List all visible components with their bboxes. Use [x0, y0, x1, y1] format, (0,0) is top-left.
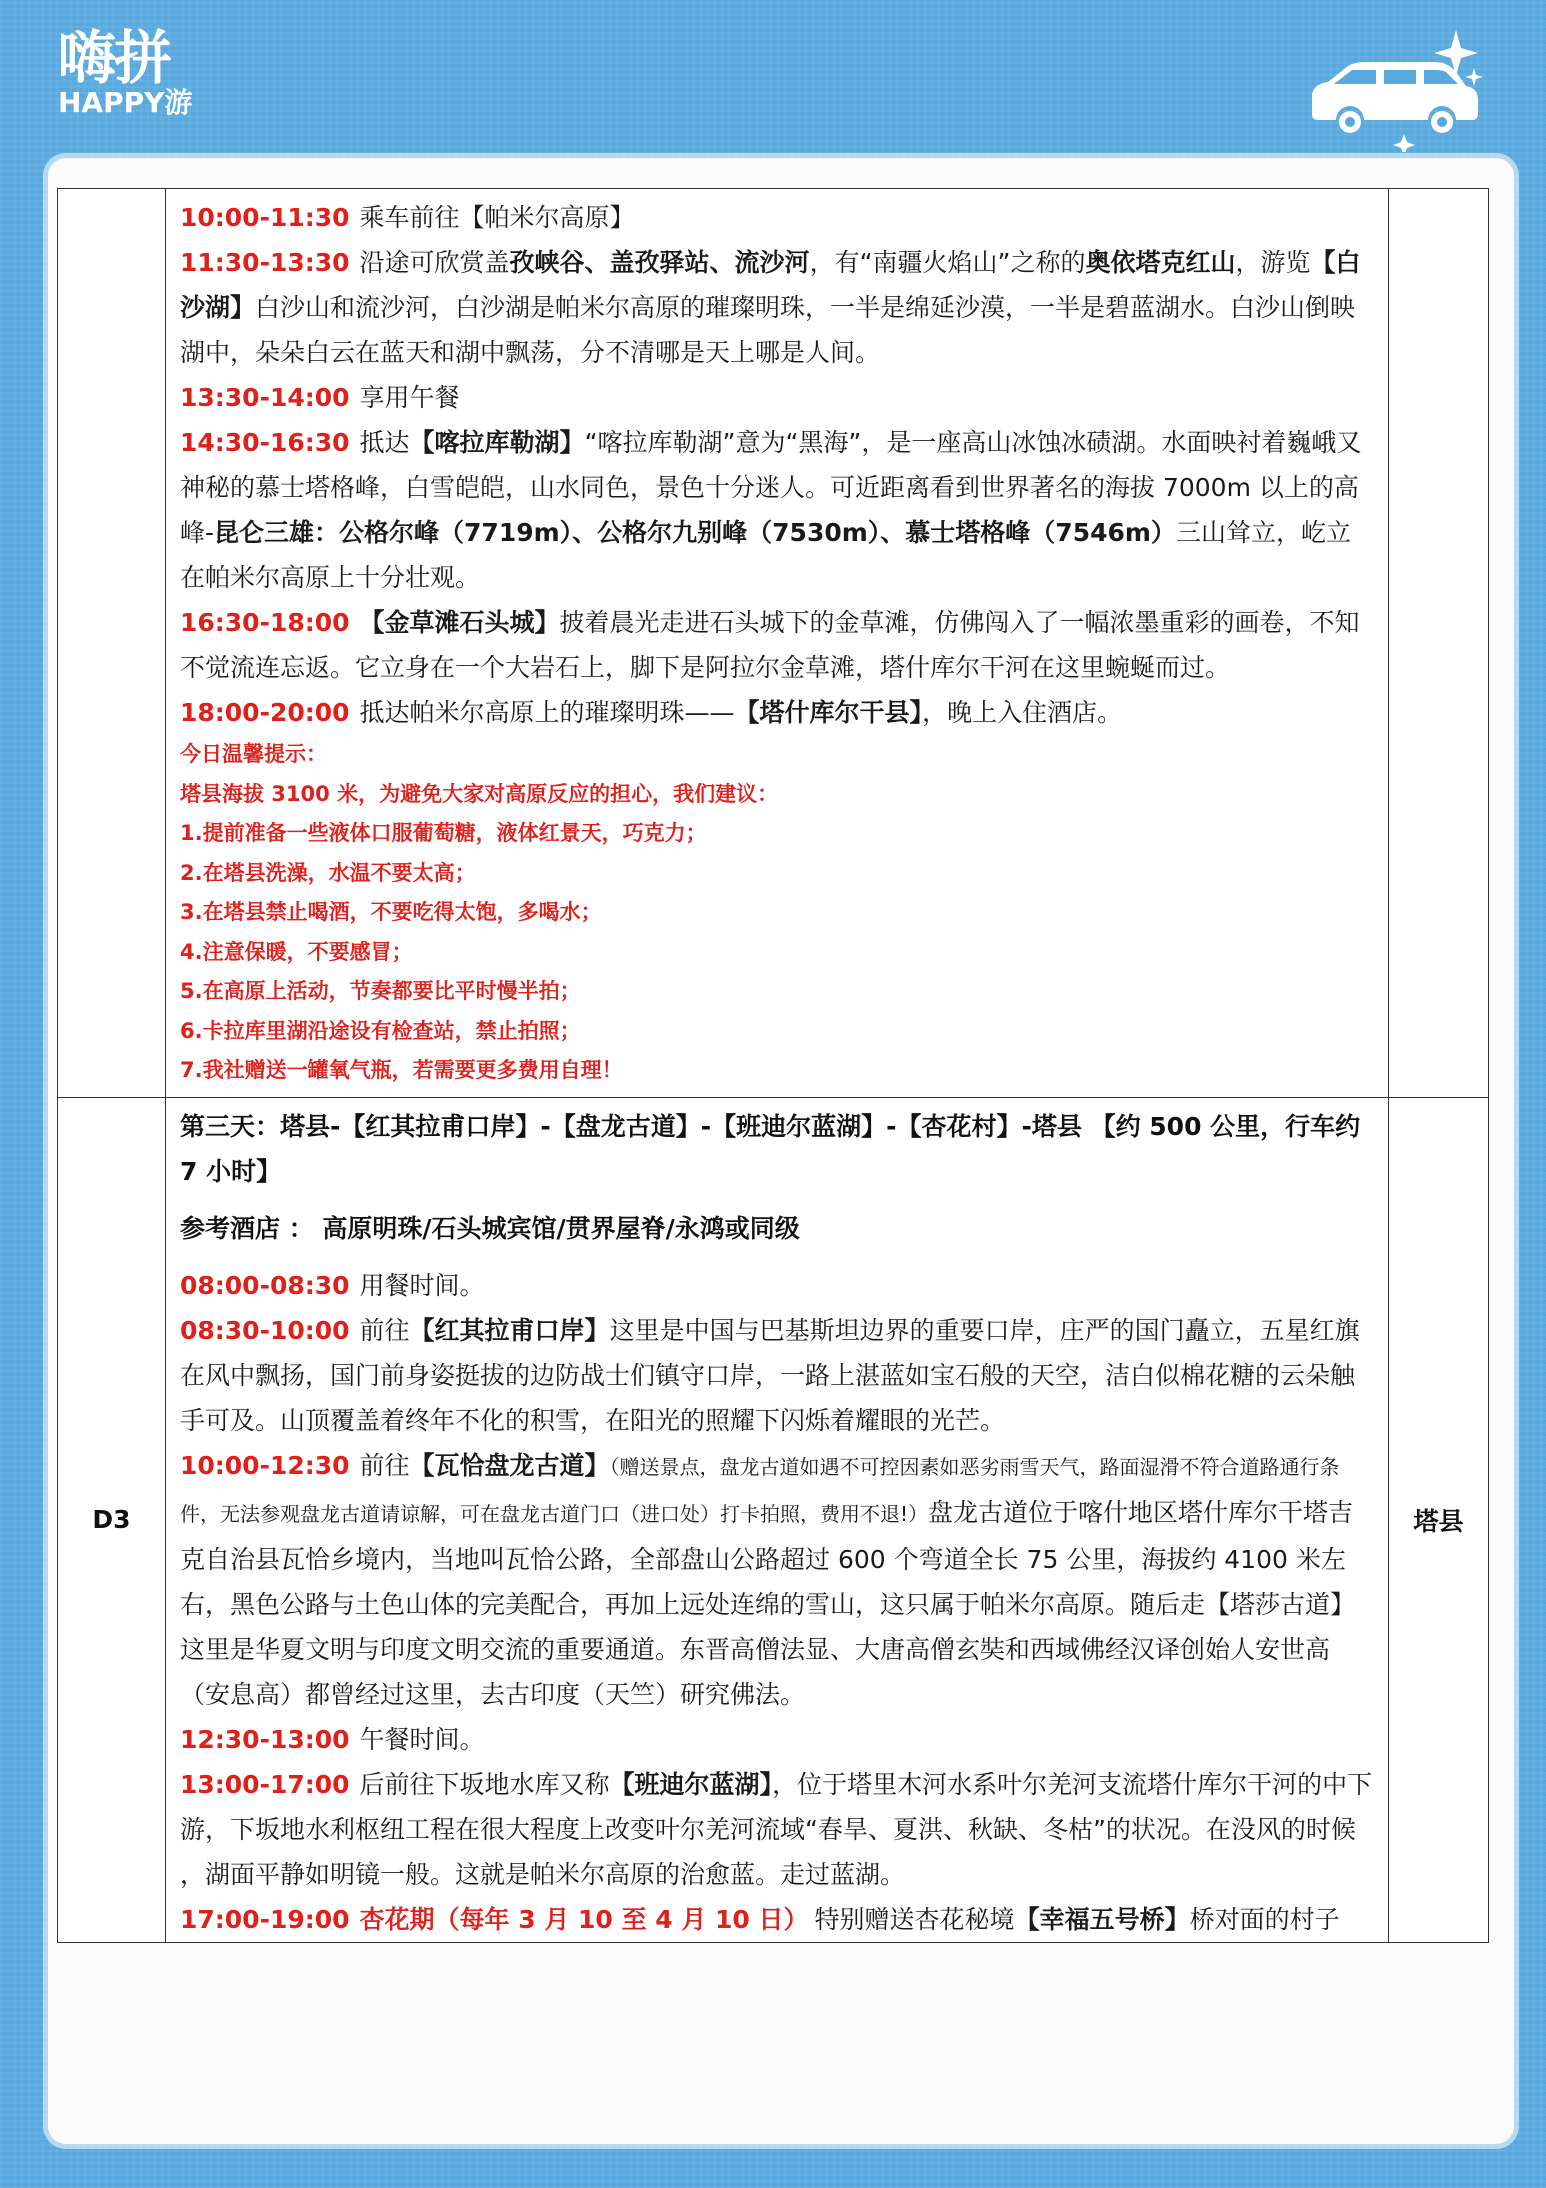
- highlight-text: 【金草滩石头城】: [359, 608, 560, 637]
- highlight-text: 【白沙湖】: [180, 248, 1361, 322]
- highlight-text: 昆仑三雄：公格尔峰（7719m）、公格尔九别峰（7530m）、慕士塔格峰（7546m）: [214, 518, 1176, 547]
- itinerary-table: [57, 188, 1489, 1943]
- d2-tips: [180, 735, 1374, 1091]
- schedule-item: [180, 1897, 1374, 1942]
- schedule-item: [180, 1263, 1374, 1308]
- highlight-text: 【塔什库尔干县】: [734, 698, 923, 727]
- description-text: ，位于塔里木河水系叶尔羌河支流塔什库尔干河的中下游，下坂地水利枢纽工程在很大程度上改变叶尔羌河流域“春旱、夏洪、秋缺、冬枯”的状况。在没风的时候 ，湖面平静如明镜一般。这就是帕米尔高原的治愈蓝。走过蓝湖。: [180, 1769, 1373, 1889]
- schedule-item: [180, 375, 1374, 420]
- d3-schedule-cell: [166, 1097, 1389, 1942]
- description-text: 抵达帕米尔高原上的璀璨明珠——: [359, 698, 735, 727]
- description-text: 盘龙古道位于喀什地区塔什库尔干塔吉克自治县瓦恰乡境内，当地叫瓦恰公路，全部盘山公路超过 600 个弯道全长 75 公里，海拔约 4100 米左右，黑色公路与土色山体的完美配合，再加上远处连绵的雪山，这只属于帕米尔高原。随后走【塔莎古道】这里是华夏文明与印度文明交流的重要通道。东晋高僧法显、大唐高僧玄奘和西域佛经汉译创始人安世高（安息高）都曾经过这里，去古印度（天竺）研究佛法。: [180, 1497, 1356, 1709]
- time-label: 08:00-08:30: [180, 1270, 350, 1300]
- tip-line: 5.在高原上活动，节奏都要比平时慢半拍；: [180, 979, 581, 1003]
- stay-cell-empty: [1389, 189, 1489, 1098]
- description-text: ，游览: [1235, 248, 1311, 277]
- schedule-item: [180, 1443, 1374, 1717]
- description-text: 白沙山和流沙河，白沙湖是帕米尔高原的璀璨明珠，一半是绵延沙漠，一半是碧蓝湖水。白沙山倒映湖中，朵朵白云在蓝天和湖中飘荡，分不清哪是天上哪是人间。: [180, 293, 1356, 367]
- description-text: 三山耸立，屹立在帕米尔高原上十分壮观。: [180, 518, 1351, 592]
- stay-label: 塔县: [1389, 1097, 1489, 1942]
- logo-english: HAPPY游: [58, 86, 193, 119]
- time-label: 18:00-20:00: [180, 698, 350, 727]
- description-text: 抵达: [359, 428, 410, 457]
- description-text: 乘车前往【帕米尔高原】: [359, 203, 635, 232]
- highlight-text: 【瓦恰盘龙古道】: [409, 1450, 610, 1480]
- schedule-item: [180, 1308, 1374, 1443]
- notice-text: （赠送景点，盘龙古道如遇不可控因素如恶劣雨雪天气，路面湿滑不符合道路通行条件，无法参观盘龙古道请谅解，可在盘龙古道门口（进口处）打卡拍照，费用不退!）: [180, 1454, 1340, 1526]
- time-label: 16:30-18:00: [180, 608, 350, 637]
- season-note: 杏花期（每年 3 月 10 至 4 月 10 日）: [359, 1904, 809, 1934]
- description-text: 享用午餐: [359, 383, 460, 412]
- logo: [58, 26, 192, 118]
- logo-chinese: 嗨拼: [58, 24, 171, 92]
- tip-line: 6.卡拉库里湖沿途设有检查站，禁止拍照；: [180, 1018, 581, 1043]
- tip-line: 2.在塔县洗澡，水温不要太高；: [180, 860, 476, 885]
- time-label: 17:00-19:00: [180, 1904, 350, 1934]
- time-label: 13:00-17:00: [180, 1769, 350, 1799]
- time-label: 13:30-14:00: [180, 383, 350, 412]
- time-label: 10:00-12:30: [180, 1450, 350, 1480]
- time-label: 11:30-13:30: [180, 248, 350, 277]
- d3-timeline: [180, 1263, 1374, 1942]
- description-text: ，有“南疆火焰山”之称的: [809, 248, 1086, 277]
- description-text: 沿途可欣赏盖: [359, 248, 510, 277]
- highlight-text: 【幸福五号桥】: [1014, 1904, 1190, 1934]
- schedule-item: [180, 1762, 1374, 1897]
- d2-schedule-cell: [166, 189, 1389, 1098]
- highlight-text: 奥依塔克红山: [1085, 248, 1236, 277]
- table-row-d3: [58, 1097, 1489, 1942]
- schedule-item: [180, 690, 1374, 735]
- schedule-item: [180, 240, 1374, 375]
- tip-line: 3.在塔县禁止喝酒，不要吃得太饱，多喝水；: [180, 900, 602, 924]
- highlight-text: 【班迪尔蓝湖】: [609, 1769, 773, 1799]
- d2-timeline: [180, 195, 1374, 735]
- description-text: 前往: [359, 1315, 410, 1345]
- day-cell-empty: [58, 189, 166, 1098]
- time-label: 08:30-10:00: [180, 1315, 350, 1345]
- table-row-d2: [58, 189, 1489, 1098]
- highlight-text: 【红其拉甫口岸】: [409, 1315, 610, 1345]
- tip-line: 4.注意保暖，不要感冒；: [180, 939, 413, 964]
- description-text: 桥对面的村子: [1189, 1904, 1340, 1934]
- tip-line: 塔县海拔 3100 米，为避免大家对高原反应的担心，我们建议：: [180, 781, 779, 806]
- time-label: 12:30-13:00: [180, 1724, 350, 1754]
- description-text: 这里是中国与巴基斯坦边界的重要口岸，庄严的国门矗立，五星红旗在风中飘扬，国门前身姿挺拔的边防战士们镇守口岸，一路上湛蓝如宝石般的天空，洁白似棉花糖的云朵触手可及。山顶覆盖着终年不化的积雪，在阳光的照耀下闪烁着耀眼的光芒。: [180, 1315, 1360, 1435]
- day-heading: 第三天：塔县-【红其拉甫口岸】-【盘龙古道】-【班迪尔蓝湖】-【杏花村】-塔县 【约 500 公里，行车约 7 小时】: [180, 1111, 1361, 1186]
- hotel-line: 参考酒店 ： 高原明珠/石头城宾馆/贯界屋脊/永鸿或同级: [180, 1213, 800, 1243]
- description-text: 后前往下坂地水库又称: [359, 1769, 610, 1799]
- time-label: 10:00-11:30: [180, 203, 350, 232]
- description-text: 前往: [359, 1450, 410, 1480]
- description-text: 披着晨光走进石头城下的金草滩，仿佛闯入了一幅浓墨重彩的画卷，不知不觉流连忘返。它立身在一个大岩石上，脚下是阿拉尔金草滩，塔什库尔干河在这里蜿蜒而过。: [180, 608, 1360, 682]
- description-text: 用餐时间。: [359, 1270, 485, 1300]
- schedule-item: [180, 420, 1374, 600]
- tip-line: 今日温馨提示：: [180, 742, 327, 766]
- description-text: “喀拉库勒湖”意为“黑海”，是一座高山冰蚀冰碛湖。水面映衬着巍峨又神秘的慕士塔格峰，白雪皑皑，山水同色，景色十分迷人。可近距离看到世界著名的海拔 7000m 以上的高峰-: [180, 428, 1362, 547]
- description-text: ，晚上入住酒店。: [922, 698, 1123, 727]
- description-text: 特别赠送杏花秘境: [814, 1904, 1015, 1934]
- tip-line: 1.提前准备一些液体口服葡萄糖，液体红景天，巧克力；: [180, 821, 707, 845]
- tip-line: 7.我社赠送一罐氧气瓶，若需要更多费用自理！: [180, 1058, 623, 1082]
- schedule-item: [180, 1717, 1374, 1762]
- highlight-text: 孜峡谷、盖孜驿站、流沙河: [509, 248, 810, 277]
- highlight-text: 【喀拉库勒湖】: [409, 428, 585, 457]
- time-label: 14:30-16:30: [180, 428, 350, 457]
- schedule-item: [180, 600, 1374, 690]
- minivan-icon: [1306, 22, 1496, 152]
- day-label: D3: [58, 1097, 166, 1942]
- description-text: 午餐时间。: [359, 1724, 485, 1754]
- schedule-item: [180, 195, 1374, 240]
